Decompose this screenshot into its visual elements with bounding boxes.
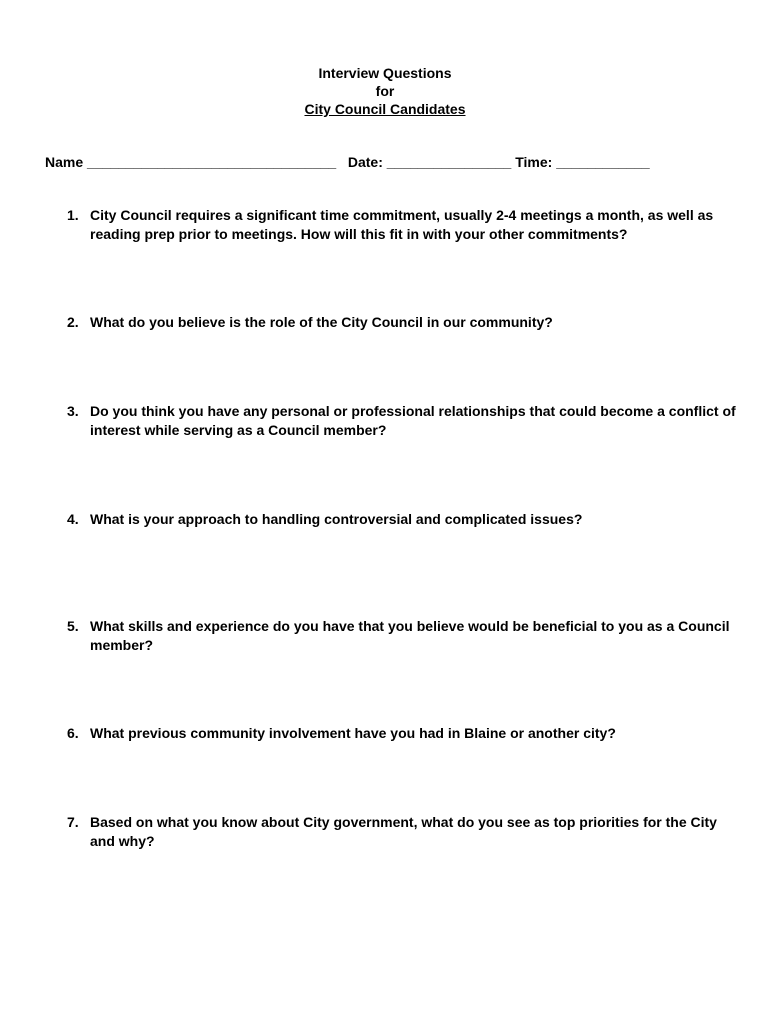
date-label: Date: — [347, 154, 383, 170]
question-text: What skills and experience do you have that you believe would be beneficial to you as a Council member? — [90, 618, 730, 653]
question-item — [67, 313, 737, 332]
time-label: Time: — [515, 154, 553, 170]
candidate-info-row — [45, 153, 650, 171]
question-text: Based on what you know about City government, what do you see as top priorities for the City and why? — [90, 814, 717, 849]
question-number: 2. — [67, 314, 79, 330]
question-text: What do you believe is the role of the City Council in our community? — [90, 314, 553, 330]
date-blank: ________________ — [386, 154, 512, 170]
title-line-1: Interview Questions — [318, 65, 452, 81]
title-line-3: City Council Candidates — [304, 101, 466, 117]
question-item — [67, 724, 737, 743]
time-blank: ____________ — [556, 154, 650, 170]
question-item — [67, 510, 737, 529]
question-number: 4. — [67, 511, 79, 527]
name-label: Name — [45, 154, 84, 170]
question-text: Do you think you have any personal or professional relationships that could become a conflict of interest while serving as a Council member? — [90, 403, 736, 438]
question-number: 3. — [67, 403, 79, 419]
question-number: 7. — [67, 814, 79, 830]
question-text: City Council requires a significant time commitment, usually 2-4 meetings a month, as well as reading prep prior to meetings. How will this fit in with your other commitments? — [90, 207, 714, 242]
question-text: What is your approach to handling controversial and complicated issues? — [90, 511, 583, 527]
question-item — [67, 402, 737, 439]
question-number: 6. — [67, 725, 79, 741]
name-blank: ________________________________ — [87, 154, 337, 170]
question-text: What previous community involvement have you had in Blaine or another city? — [90, 725, 616, 741]
question-number: 1. — [67, 207, 79, 223]
title-line-2: for — [375, 83, 395, 99]
question-item — [67, 617, 737, 654]
document-title — [0, 64, 768, 118]
question-item — [67, 813, 737, 850]
question-item — [67, 206, 737, 243]
question-number: 5. — [67, 618, 79, 634]
